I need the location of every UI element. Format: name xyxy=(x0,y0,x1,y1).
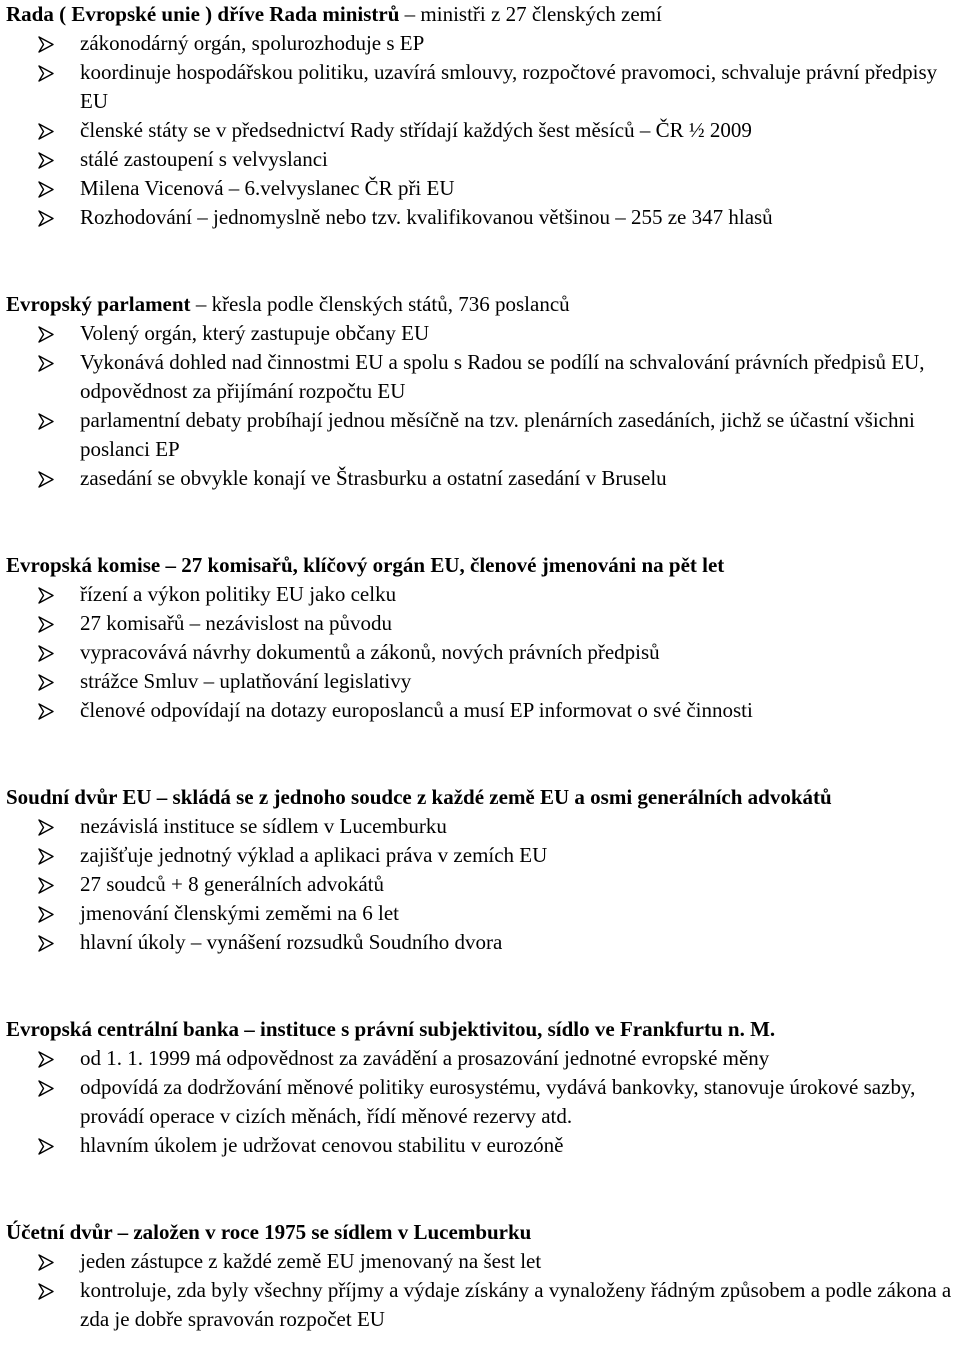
list-item xyxy=(6,1044,954,1073)
section-heading xyxy=(6,551,954,580)
list-item-text: vypracovává návrhy dokumentů a zákonů, nových právních předpisů xyxy=(80,640,660,664)
section-heading xyxy=(6,290,954,319)
list-item xyxy=(6,1073,954,1131)
list-item-text: jmenování členskými zeměmi na 6 let xyxy=(80,901,399,925)
bullet-list xyxy=(6,812,954,957)
list-item xyxy=(6,116,954,145)
arrowhead-bullet-icon xyxy=(38,696,60,725)
list-item-text: kontroluje, zda byly všechny příjmy a výdaje získány a vynaloženy řádným způsobem a podle zákona a zda je dobře spravován rozpočet EU xyxy=(80,1278,952,1331)
arrowhead-bullet-icon xyxy=(38,1044,60,1073)
section-heading-rest: – ministři z 27 členských zemí xyxy=(399,2,662,26)
section-heading-bold: Evropská centrální banka – instituce s právní subjektivitou, sídlo ve Frankfurtu n. M. xyxy=(6,1017,776,1041)
list-item-text: stálé zastoupení s velvyslanci xyxy=(80,147,328,171)
bullet-list xyxy=(6,29,954,232)
arrowhead-bullet-icon xyxy=(38,580,60,609)
arrowhead-bullet-icon xyxy=(38,667,60,696)
list-item-text: zákonodárný orgán, spolurozhoduje s EP xyxy=(80,31,425,55)
arrowhead-bullet-icon xyxy=(38,1247,60,1276)
section-heading-bold: Účetní dvůr – založen v roce 1975 se sídlem v Lucemburku xyxy=(6,1220,532,1244)
bullet-list xyxy=(6,580,954,725)
arrowhead-bullet-icon xyxy=(38,870,60,899)
list-item xyxy=(6,609,954,638)
bullet-list xyxy=(6,1044,954,1160)
section xyxy=(6,290,954,493)
section-heading xyxy=(6,1015,954,1044)
list-item-text: parlamentní debaty probíhají jednou měsíčně na tzv. plenárních zasedáních, jichž se účastní všichni poslanci EP xyxy=(80,408,915,461)
bullet-list xyxy=(6,1247,954,1334)
arrowhead-bullet-icon xyxy=(38,1276,60,1305)
document xyxy=(6,0,954,1334)
arrowhead-bullet-icon xyxy=(38,841,60,870)
section xyxy=(6,1015,954,1160)
arrowhead-bullet-icon xyxy=(38,609,60,638)
arrowhead-bullet-icon xyxy=(38,58,60,87)
list-item xyxy=(6,667,954,696)
list-item-text: hlavním úkolem je udržovat cenovou stabilitu v eurozóně xyxy=(80,1133,564,1157)
section xyxy=(6,783,954,957)
section-gap xyxy=(6,493,954,551)
list-item xyxy=(6,1247,954,1276)
arrowhead-bullet-icon xyxy=(38,899,60,928)
section-heading-bold: Soudní dvůr EU – skládá se z jednoho soudce z každé země EU a osmi generálních advokátů xyxy=(6,785,832,809)
section-gap xyxy=(6,957,954,1015)
section-gap xyxy=(6,1160,954,1218)
section xyxy=(6,0,954,232)
section-heading-bold: Evropská komise – 27 komisařů, klíčový orgán EU, členové jmenováni na pět let xyxy=(6,553,725,577)
section-heading-bold: Rada ( Evropské unie ) dříve Rada ministrů xyxy=(6,2,400,26)
list-item xyxy=(6,1131,954,1160)
list-item xyxy=(6,203,954,232)
list-item-text: řízení a výkon politiky EU jako celku xyxy=(80,582,397,606)
list-item-text: 27 soudců + 8 generálních advokátů xyxy=(80,872,385,896)
arrowhead-bullet-icon xyxy=(38,174,60,203)
section-heading-rest: – křesla podle členských států, 736 poslanců xyxy=(190,292,570,316)
list-item xyxy=(6,348,954,406)
section-heading xyxy=(6,0,954,29)
list-item xyxy=(6,58,954,116)
arrowhead-bullet-icon xyxy=(38,928,60,957)
list-item xyxy=(6,638,954,667)
list-item xyxy=(6,29,954,58)
list-item-text: odpovídá za dodržování měnové politiky eurosystému, vydává bankovky, stanovuje úrokové sazby, provádí operace v cizích měnách, řídí měnové rezervy atd. xyxy=(80,1075,916,1128)
list-item-text: od 1. 1. 1999 má odpovědnost za zavádění a prosazování jednotné evropské měny xyxy=(80,1046,770,1070)
list-item xyxy=(6,870,954,899)
arrowhead-bullet-icon xyxy=(38,145,60,174)
list-item-text: zasedání se obvykle konají ve Štrasburku a ostatní zasedání v Bruselu xyxy=(80,466,667,490)
list-item-text: Milena Vicenová – 6.velvyslanec ČR při EU xyxy=(80,176,455,200)
section-gap xyxy=(6,232,954,290)
list-item-text: Rozhodování – jednomyslně nebo tzv. kvalifikovanou většinou – 255 ze 347 hlasů xyxy=(80,205,773,229)
list-item-text: jeden zástupce z každé země EU jmenovaný na šest let xyxy=(80,1249,542,1273)
list-item-text: koordinuje hospodářskou politiku, uzavírá smlouvy, rozpočtové pravomoci, schvaluje právní předpisy EU xyxy=(80,60,938,113)
arrowhead-bullet-icon xyxy=(38,203,60,232)
list-item-text: zajišťuje jednotný výklad a aplikaci práva v zemích EU xyxy=(80,843,548,867)
arrowhead-bullet-icon xyxy=(38,406,60,435)
list-item-text: členové odpovídají na dotazy europoslanců a musí EP informovat o své činnosti xyxy=(80,698,753,722)
list-item-text: Vykonává dohled nad činnostmi EU a spolu s Radou se podílí na schvalování právních předpisů EU, odpovědnost za přijímání rozpočtu EU xyxy=(80,350,925,403)
list-item xyxy=(6,174,954,203)
list-item-text: 27 komisařů – nezávislost na původu xyxy=(80,611,393,635)
arrowhead-bullet-icon xyxy=(38,116,60,145)
list-item-text: členské státy se v předsednictví Rady střídají každých šest měsíců – ČR ½ 2009 xyxy=(80,118,752,142)
section-heading-bold: Evropský parlament xyxy=(6,292,191,316)
list-item xyxy=(6,319,954,348)
arrowhead-bullet-icon xyxy=(38,812,60,841)
list-item xyxy=(6,406,954,464)
arrowhead-bullet-icon xyxy=(38,1073,60,1102)
section xyxy=(6,1218,954,1334)
list-item xyxy=(6,696,954,725)
arrowhead-bullet-icon xyxy=(38,1131,60,1160)
list-item xyxy=(6,928,954,957)
section xyxy=(6,551,954,725)
arrowhead-bullet-icon xyxy=(38,464,60,493)
list-item-text: nezávislá instituce se sídlem v Lucemburku xyxy=(80,814,447,838)
arrowhead-bullet-icon xyxy=(38,638,60,667)
list-item xyxy=(6,812,954,841)
list-item xyxy=(6,464,954,493)
arrowhead-bullet-icon xyxy=(38,29,60,58)
section-gap xyxy=(6,725,954,783)
list-item xyxy=(6,899,954,928)
list-item xyxy=(6,841,954,870)
section-heading xyxy=(6,1218,954,1247)
list-item xyxy=(6,1276,954,1334)
arrowhead-bullet-icon xyxy=(38,348,60,377)
bullet-list xyxy=(6,319,954,493)
list-item-text: strážce Smluv – uplatňování legislativy xyxy=(80,669,412,693)
list-item xyxy=(6,580,954,609)
list-item xyxy=(6,145,954,174)
arrowhead-bullet-icon xyxy=(38,319,60,348)
list-item-text: hlavní úkoly – vynášení rozsudků Soudního dvora xyxy=(80,930,503,954)
list-item-text: Volený orgán, který zastupuje občany EU xyxy=(80,321,430,345)
section-heading xyxy=(6,783,954,812)
